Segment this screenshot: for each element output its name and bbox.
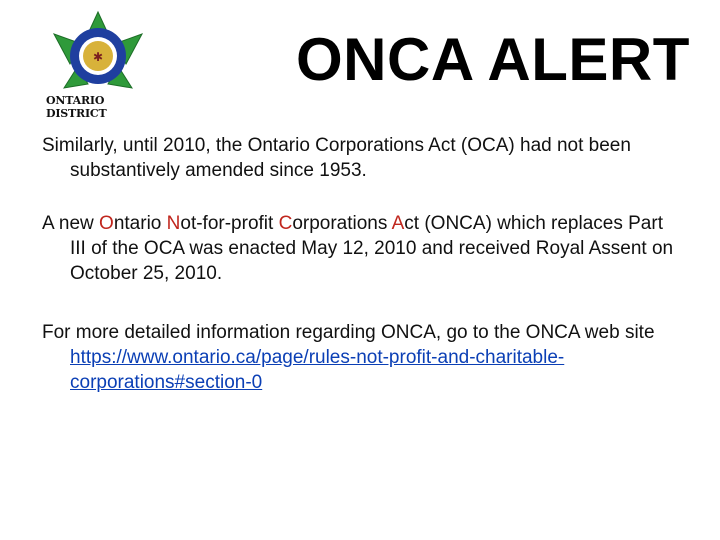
highlight-letter-n: N xyxy=(166,213,181,234)
p2-corporations-rest: orporations xyxy=(292,213,392,234)
ontario-district-logo xyxy=(34,10,162,120)
p2-prefix: A new xyxy=(42,213,100,234)
highlight-letter-c: C xyxy=(278,213,293,234)
paragraph-more-info xyxy=(42,320,682,395)
p3-text: For more detailed information regarding ONCA, go to the ONCA web site xyxy=(42,322,655,343)
p2-act-rest: ct (ONCA) which replaces Part III of the OCA was enacted May 12, 2010 and received Royal Assent on October 25, 2010. xyxy=(70,213,674,284)
highlight-letter-a: A xyxy=(391,213,405,234)
svg-text:✱: ✱ xyxy=(92,50,104,64)
highlight-letter-o: O xyxy=(99,213,114,234)
paragraph-onca-enactment xyxy=(42,211,682,286)
p2-ontario-rest: ntario xyxy=(113,213,167,234)
paragraph-history: Similarly, until 2010, the Ontario Corporations Act (OCA) had not been substantively amended since 1953. xyxy=(42,135,631,181)
page-title: ONCA ALERT xyxy=(296,26,690,93)
logo-caption: ONTARIO DISTRICT xyxy=(46,94,107,120)
onca-website-link[interactable]: https://www.ontario.ca/page/rules-not-profit-and-charitable-corporations#section-0 xyxy=(70,347,565,393)
p2-not-rest: ot-for-profit xyxy=(180,213,279,234)
